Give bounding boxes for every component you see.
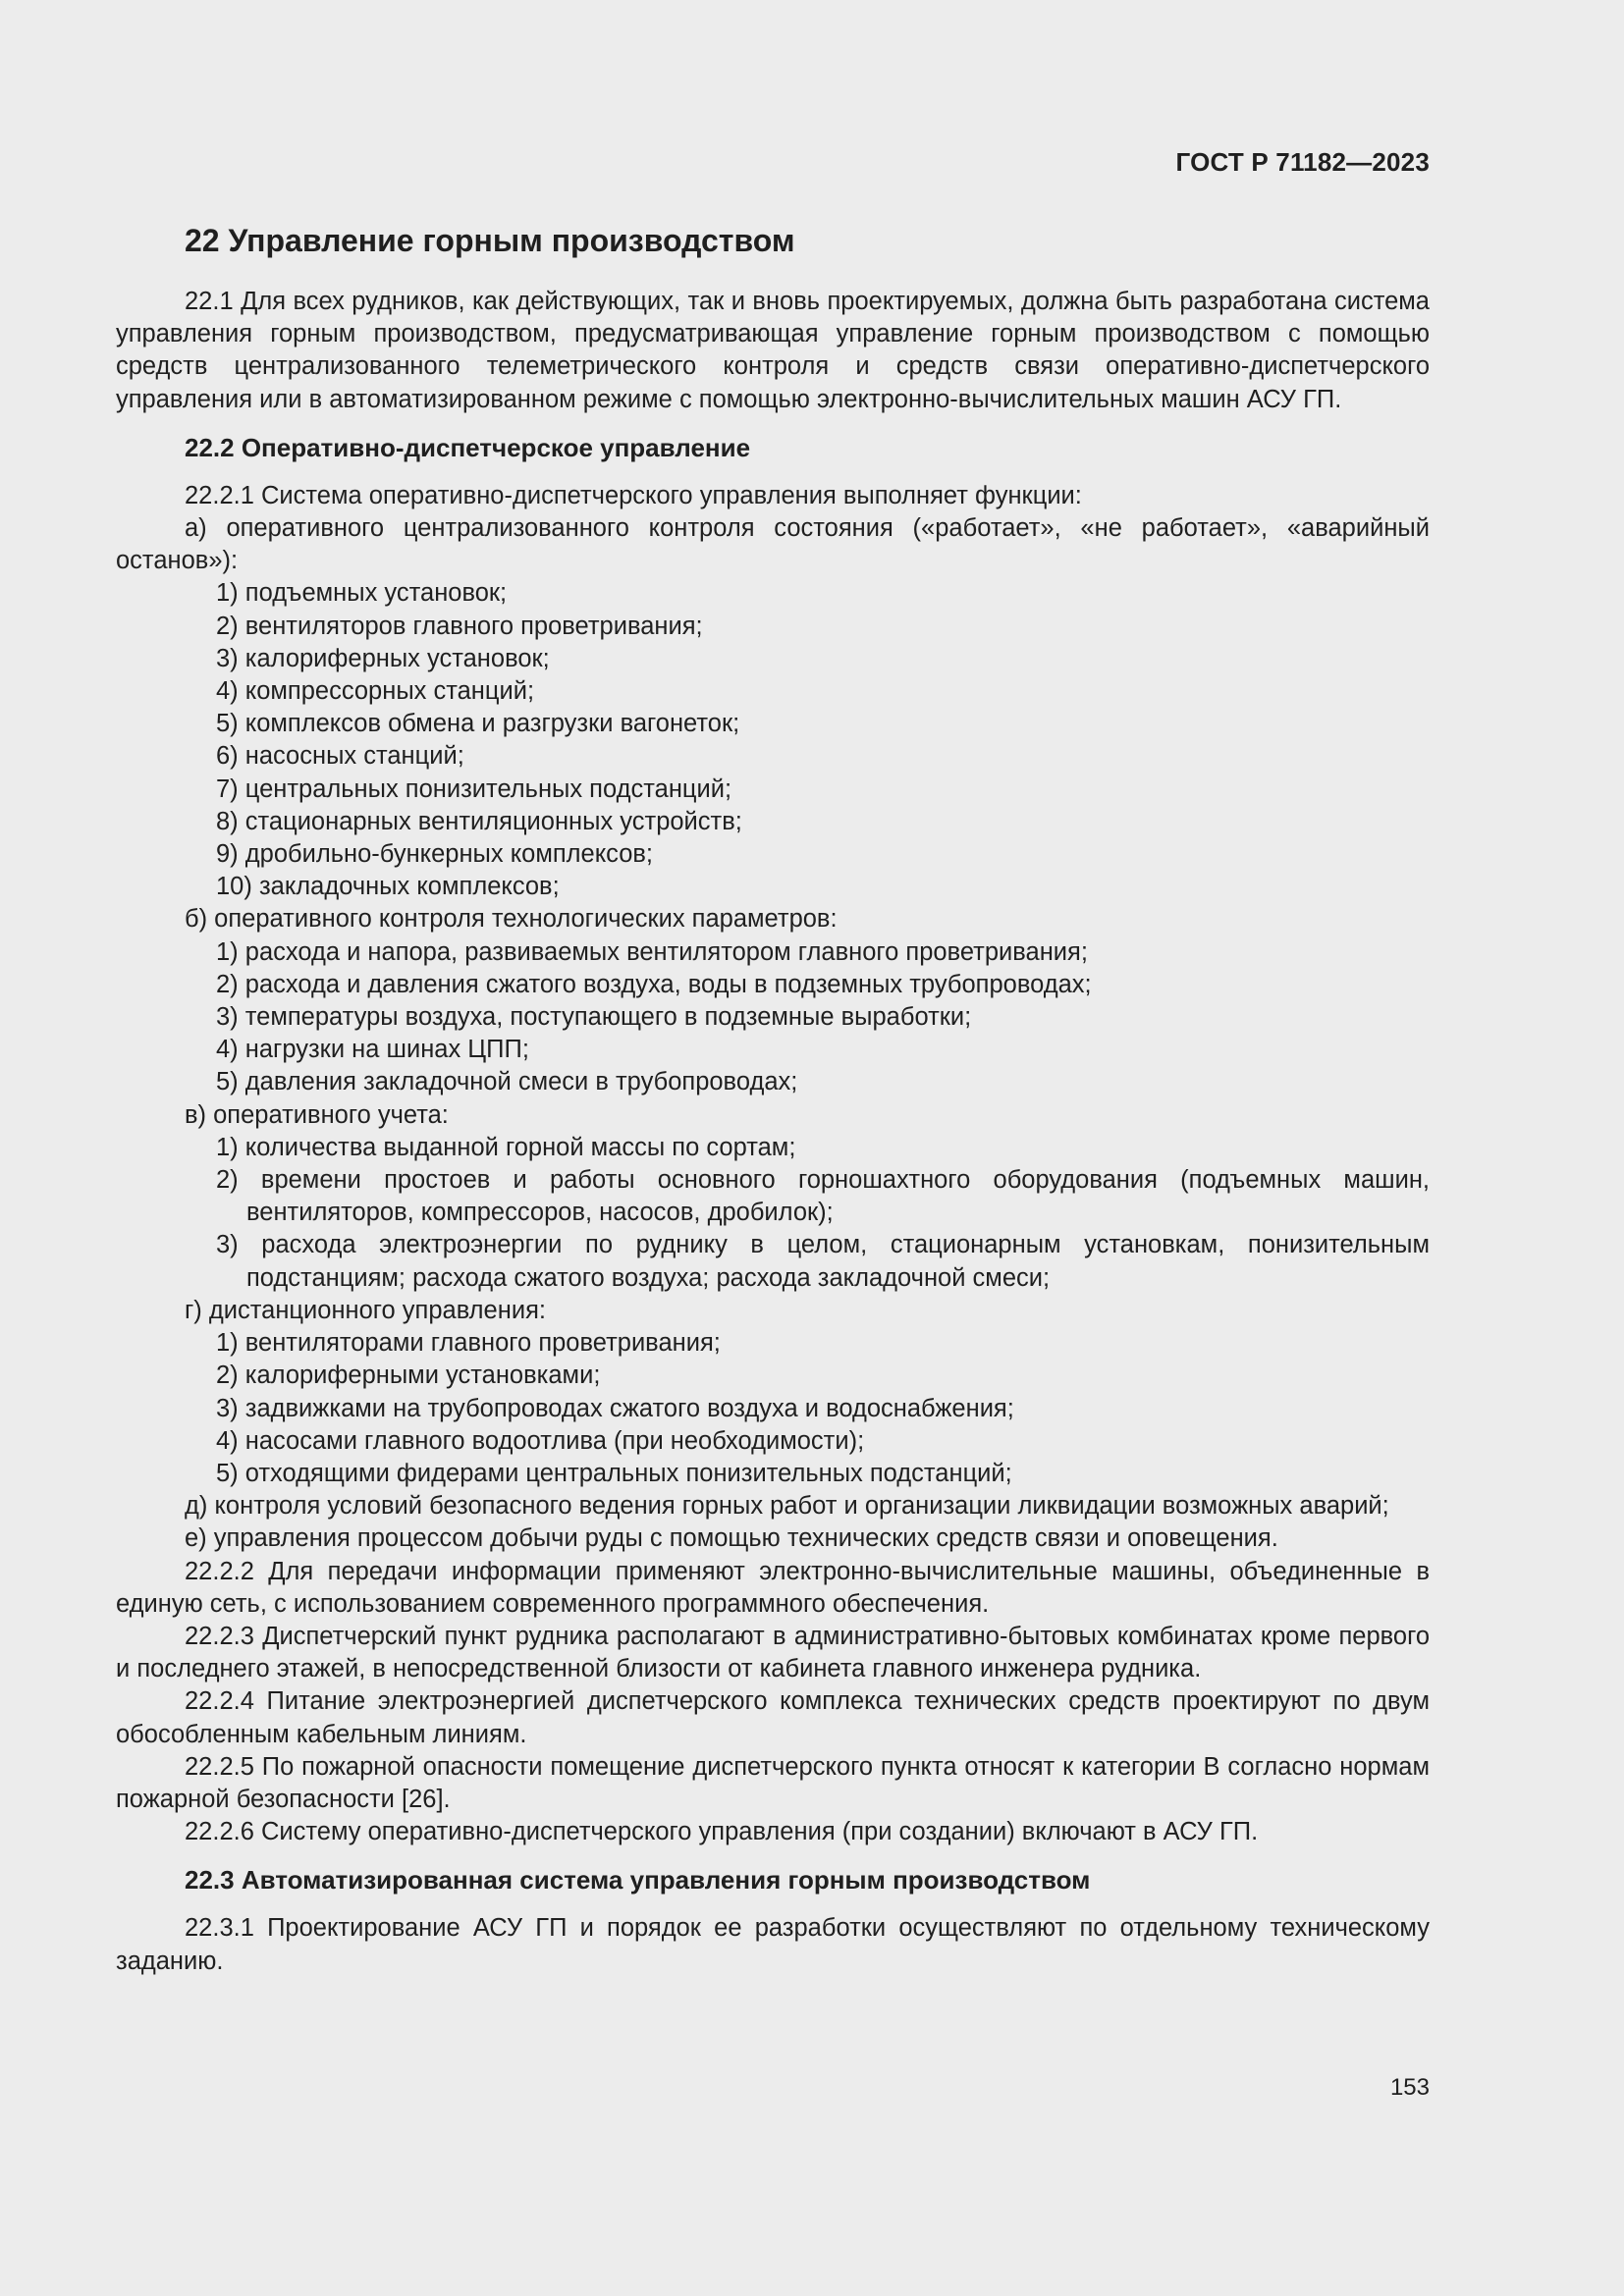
- list-item: 3) калориферных установок;: [216, 644, 550, 672]
- list-item: 5) отходящими фидерами центральных понизительных подстанций;: [216, 1459, 1012, 1487]
- list-item: 5) давления закладочной смеси в трубопроводах;: [216, 1068, 798, 1096]
- list-item: 7) центральных понизительных подстанций;: [216, 774, 732, 803]
- list-item-e: е) управления процессом добычи руды с помощью технических средств связи и оповещения.: [185, 1524, 1278, 1553]
- paragraph-22-2-2: 22.2.2 Для передачи информации применяют электронно-вычислительные машины, объединенные в единую сеть, с использованием современного программного обеспечения.: [116, 1557, 1430, 1618]
- list-item: 3) задвижками на трубопроводах сжатого воздуха и водоснабжения;: [216, 1394, 1014, 1422]
- list-item: 4) насосами главного водоотлива (при необходимости);: [216, 1426, 865, 1455]
- list-item: 4) компрессорных станций;: [216, 677, 535, 706]
- list-item: 2) времени простоев и работы основного горношахтного оборудования (подъемных машин, вентиляторов, компрессоров, насосов, дробилок);: [216, 1166, 1430, 1227]
- page-number: 153: [1389, 2074, 1430, 2101]
- paragraph-22-1: 22.1 Для всех рудников, как действующих, так и вновь проектируемых, должна быть разработана система управления горным производством, предусматривающая управление горным производством с помощью средств централизованного телеметрического контроля и средств связи оперативно-диспетчерского управления или в автоматизированном режиме с помощью электронно-вычислительных машин АСУ ГП.: [116, 288, 1430, 413]
- list-item: 3) температуры воздуха, поступающего в подземные выработки;: [216, 1003, 972, 1032]
- list-item: 2) калориферными установками;: [216, 1362, 601, 1390]
- list-item: 6) насосных станций;: [216, 742, 464, 771]
- list-item: 2) расхода и давления сжатого воздуха, воды в подземных трубопроводах;: [216, 970, 1092, 998]
- paragraph-22-3-1: 22.3.1 Проектирование АСУ ГП и порядок ее разработки осуществляют по отдельному техническому заданию.: [116, 1914, 1430, 1975]
- list-item: 4) нагрузки на шинах ЦПП;: [216, 1036, 529, 1064]
- document-code: ГОСТ Р 71182—2023: [1175, 147, 1430, 177]
- list-item-b: б) оперативного контроля технологических параметров:: [185, 905, 838, 934]
- list-item: 2) вентиляторов главного проветривания;: [216, 612, 703, 640]
- list-item-d: д) контроля условий безопасного ведения горных работ и организации ликвидации возможных аварий;: [185, 1492, 1389, 1521]
- paragraph-22-2-3: 22.2.3 Диспетчерский пункт рудника располагают в административно-бытовых комбинатах кроме первого и последнего этажей, в непосредственной близости от кабинета главного инженера рудника.: [116, 1622, 1430, 1683]
- list-item: 1) подъемных установок;: [216, 579, 508, 608]
- subsection-title-22-2: 22.2 Оперативно-диспетчерское управление: [185, 432, 751, 462]
- paragraph-22-2-1: 22.2.1 Система оперативно-диспетчерского управления выполняет функции:: [185, 481, 1082, 509]
- list-item: 1) расхода и напора, развиваемых вентилятором главного проветривания;: [216, 937, 1088, 966]
- list-item-a: а) оперативного централизованного контроля состояния («работает», «не работает», «аварийный останов»):: [116, 514, 1430, 575]
- list-item: 10) закладочных комплексов;: [216, 873, 560, 901]
- list-item-v: в) оперативного учета:: [185, 1100, 449, 1129]
- paragraph-22-2-5: 22.2.5 По пожарной опасности помещение диспетчерского пункта относят к категории В согласно нормам пожарной безопасности [26].: [116, 1752, 1430, 1813]
- section-title: 22 Управление горным производством: [185, 223, 795, 258]
- list-item-g: г) дистанционного управления:: [185, 1296, 546, 1324]
- paragraph-22-2-4: 22.2.4 Питание электроэнергией диспетчерского комплекса технических средств проектируют по двум обособленным кабельным линиям.: [116, 1687, 1430, 1748]
- list-item: 3) расхода электроэнергии по руднику в целом, стационарным установкам, понизительным подстанциям; расхода сжатого воздуха; расхода закладочной смеси;: [216, 1231, 1430, 1292]
- list-item: 8) стационарных вентиляционных устройств;: [216, 807, 742, 835]
- list-item: 9) дробильно-бункерных комплексов;: [216, 840, 654, 869]
- list-item: 1) количества выданной горной массы по сортам;: [216, 1133, 796, 1161]
- paragraph-22-2-6: 22.2.6 Систему оперативно-диспетчерского управления (при создании) включают в АСУ ГП.: [185, 1818, 1259, 1846]
- subsection-title-22-3: 22.3 Автоматизированная система управления горным производством: [185, 1865, 1091, 1896]
- page-content: [116, 221, 1430, 1978]
- list-item: 5) комплексов обмена и разгрузки вагонеток;: [216, 710, 740, 738]
- list-item: 1) вентиляторами главного проветривания;: [216, 1329, 721, 1358]
